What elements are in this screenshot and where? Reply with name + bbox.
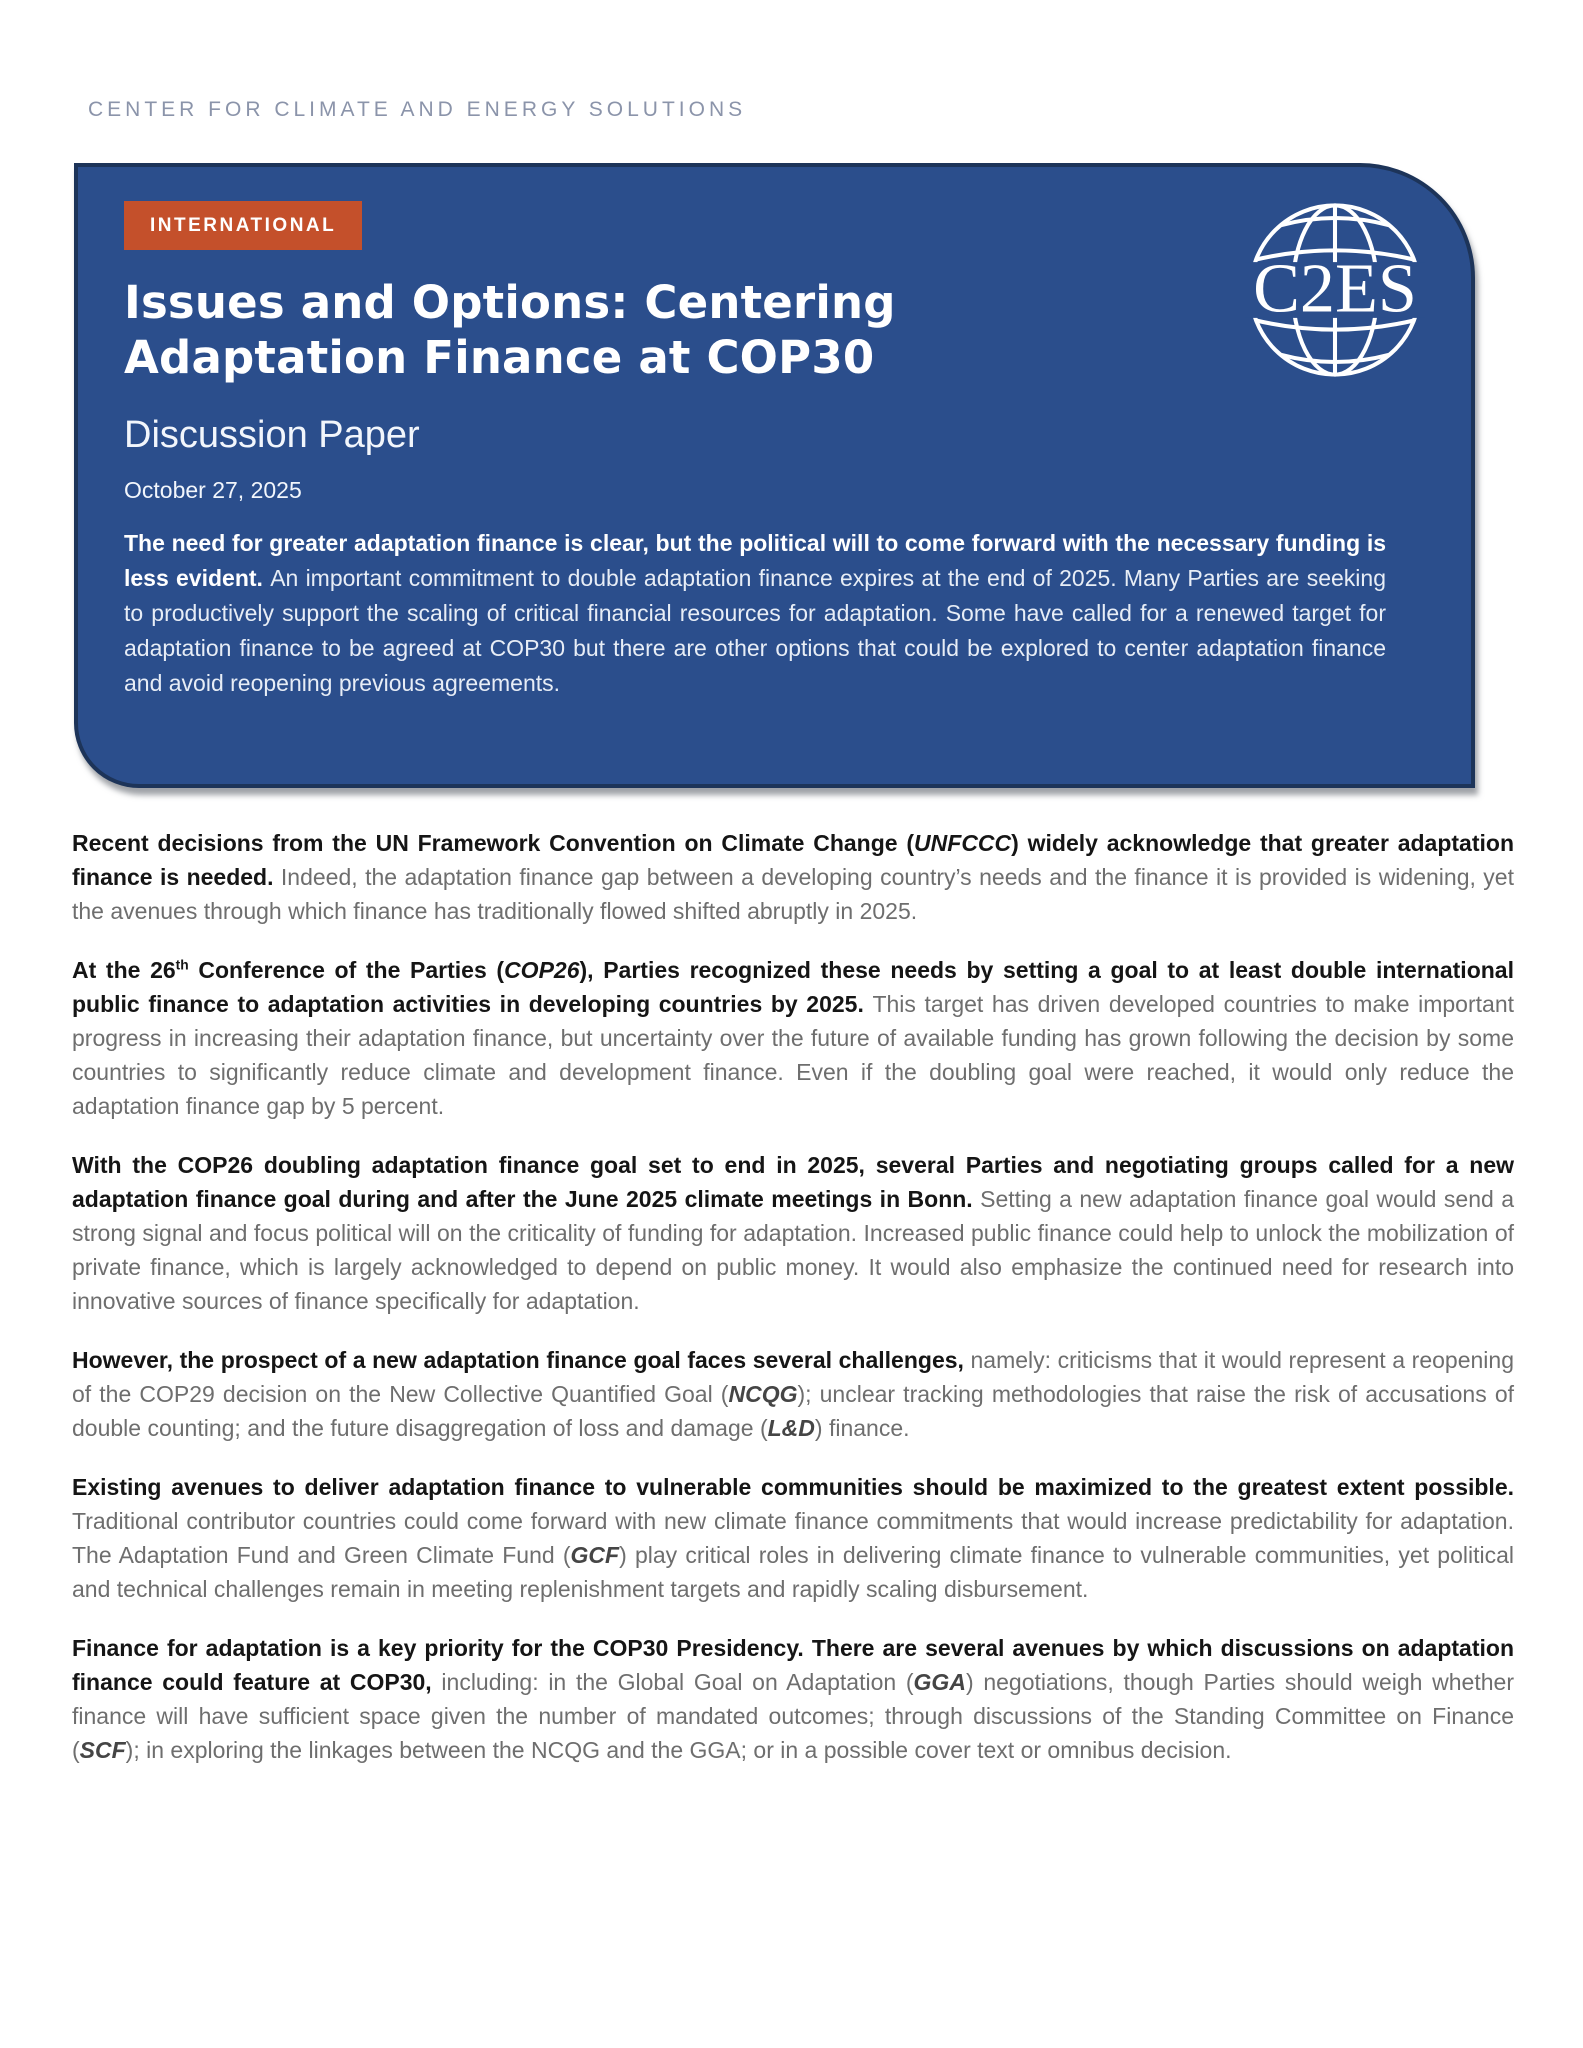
document-body bbox=[72, 826, 1514, 1792]
globe-icon bbox=[1245, 200, 1425, 380]
report-subtitle: Discussion Paper bbox=[124, 413, 420, 456]
logo-text: C2ES bbox=[1253, 249, 1417, 328]
body-paragraph-3: With the COP26 doubling adaptation finance goal set to end in 2025, several Parties and negotiating groups called for a new adaptation finance goal during and after the June 2025 climate meetings in Bonn. Setting a new adaptation finance goal would send a strong signal and focus political will on the criticality of funding for adaptation. Increased public finance could help to unlock the mobilization of private finance, which is largely acknowledged to depend on public money. It would also emphasize the continued need for research into innovative sources of finance specifically for adaptation. bbox=[72, 1152, 1514, 1314]
intro-paragraph: The need for greater adaptation finance is clear, but the political will to come forward with the necessary funding is less evident. An important commitment to double adaptation finance expires at the end of 2025. Many Parties are seeking to productively support the scaling of critical financial resources for adaptation. Some have called for a renewed target for adaptation finance to be agreed at COP30 but there are other options that could be explored to center adaptation finance and avoid reopening previous agreements. bbox=[124, 529, 1387, 696]
body-paragraph-2: At the 26th Conference of the Parties (COP26), Parties recognized these needs by setting a goal to at least double international public finance to adaptation activities in developing countries by 2025. This target has driven developed countries to make important progress in increasing their adaptation finance, but uncertainty over the future of available funding has grown following the decision by some countries to significantly reduce climate and development finance. Even if the doubling goal were reached, it would only reduce the adaptation finance gap by 5 percent. bbox=[72, 957, 1514, 1119]
category-badge: INTERNATIONAL bbox=[124, 201, 362, 250]
body-paragraph-6: Finance for adaptation is a key priority for the COP30 Presidency. There are several avenues by which discussions on adaptation finance could feature at COP30, including: in the Global Goal on Adaptation (GGA) negotiations, though Parties should weigh whether finance will have sufficient space given the number of mandated outcomes; through discussions of the Standing Committee on Finance (SCF); in exploring the linkages between the NCQG and the GGA; or in a possible cover text or omnibus decision. bbox=[72, 1635, 1514, 1763]
org-name: CENTER FOR CLIMATE AND ENERGY SOLUTIONS bbox=[88, 98, 747, 121]
body-paragraph-4: However, the prospect of a new adaptation finance goal faces several challenges, namely: criticisms that it would represent a reopening of the COP29 decision on the New Collective Quantified Goal (NCQG); unclear tracking methodologies that raise the risk of accusations of double counting; and the future disaggregation of loss and damage (L&D) finance. bbox=[72, 1347, 1514, 1441]
body-paragraph-5: Existing avenues to deliver adaptation finance to vulnerable communities should be maximized to the greatest extent possible. Traditional contributor countries could come forward with new climate finance commitments that would increase predictability for adaptation. The Adaptation Fund and Green Climate Fund (GCF) play critical roles in delivering climate finance to vulnerable communities, yet political and technical challenges remain in meeting replenishment targets and rapidly scaling disbursement. bbox=[72, 1474, 1514, 1602]
report-title-line2: Adaptation Finance at COP30 bbox=[124, 330, 875, 384]
hero-panel bbox=[74, 163, 1475, 788]
c2es-logo bbox=[1245, 200, 1425, 380]
report-title-line1: Issues and Options: Centering bbox=[124, 276, 896, 329]
report-title bbox=[124, 276, 1124, 386]
report-date: October 27, 2025 bbox=[124, 476, 302, 503]
body-paragraph-1: Recent decisions from the UN Framework Convention on Climate Change (UNFCCC) widely acknowledge that greater adaptation finance is needed. Indeed, the adaptation finance gap between a developing country’s needs and the finance it is provided is widening, yet the avenues through which finance has traditionally flowed shifted abruptly in 2025. bbox=[72, 830, 1514, 924]
